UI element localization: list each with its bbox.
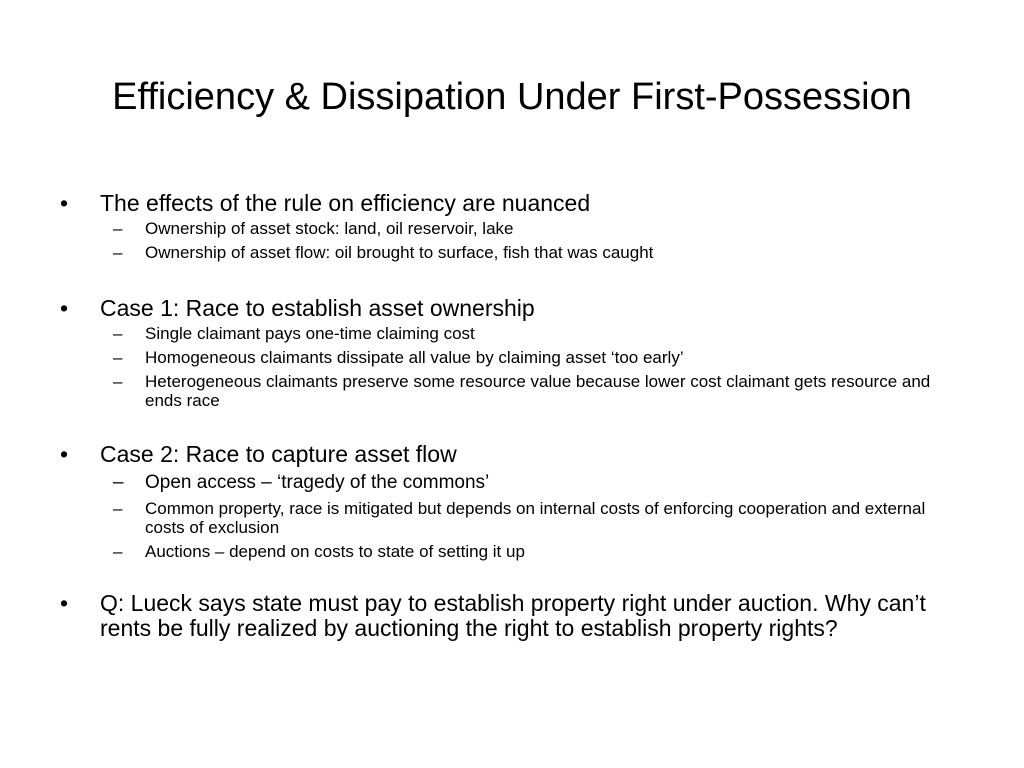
bullet-point (0, 296, 1024, 321)
bullet-block-3 (0, 442, 1024, 561)
bullet-point (0, 191, 1024, 216)
dash-icon: – (113, 324, 123, 343)
sub-bullet-text: Ownership of asset flow: oil brought to surface, fish that was caught (145, 243, 654, 262)
dash-icon: – (113, 542, 123, 561)
bullet-icon: • (60, 295, 69, 321)
dash-icon: – (113, 499, 123, 518)
bullet-icon: • (60, 590, 69, 616)
sub-bullet-text: Homogeneous claimants dissipate all value by claiming asset ‘too early’ (145, 348, 684, 367)
dash-icon: – (113, 372, 123, 391)
sub-bullet-point (0, 219, 1024, 238)
sub-bullet-text: Common property, race is mitigated but depends on internal costs of enforcing cooperation and external costs of exclusion (145, 499, 926, 537)
bullet-text: The effects of the rule on efficiency are nuanced (100, 190, 591, 216)
sub-bullet-text: Auctions – depend on costs to state of setting it up (145, 542, 525, 561)
dash-icon: – (113, 348, 123, 367)
bullet-icon: • (60, 441, 69, 467)
bullet-text: Case 1: Race to establish asset ownership (100, 295, 535, 321)
bullet-point (0, 442, 1024, 467)
slide-title: Efficiency & Dissipation Under First-Possession (112, 76, 912, 118)
bullet-text: Case 2: Race to capture asset flow (100, 441, 457, 467)
bullet-icon: • (60, 190, 69, 216)
sub-bullet-point (0, 348, 1024, 367)
dash-icon: – (113, 472, 124, 493)
sub-bullet-point (0, 243, 1024, 262)
dash-icon: – (113, 243, 123, 262)
sub-bullet-point (0, 499, 1024, 537)
sub-bullet-point (0, 542, 1024, 561)
bullet-block-1 (0, 191, 1024, 262)
bullet-text: Q: Lueck says state must pay to establish property right under auction. Why can’t rents be fully realized by auctioning the right to establish property rights? (100, 590, 926, 641)
bullet-block-4 (0, 591, 1024, 641)
sub-bullet-text: Ownership of asset stock: land, oil reservoir, lake (145, 219, 514, 238)
sub-bullet-point (0, 473, 1024, 492)
sub-bullet-point (0, 372, 1024, 410)
dash-icon: – (113, 219, 123, 238)
bullet-point (0, 591, 1024, 641)
sub-bullet-text: Heterogeneous claimants preserve some resource value because lower cost claimant gets resource and ends race (145, 372, 931, 410)
sub-bullet-text: Single claimant pays one-time claiming cost (145, 324, 475, 343)
sub-bullet-point (0, 324, 1024, 343)
sub-bullet-text: Open access – ‘tragedy of the commons’ (145, 472, 490, 493)
bullet-block-2 (0, 296, 1024, 410)
